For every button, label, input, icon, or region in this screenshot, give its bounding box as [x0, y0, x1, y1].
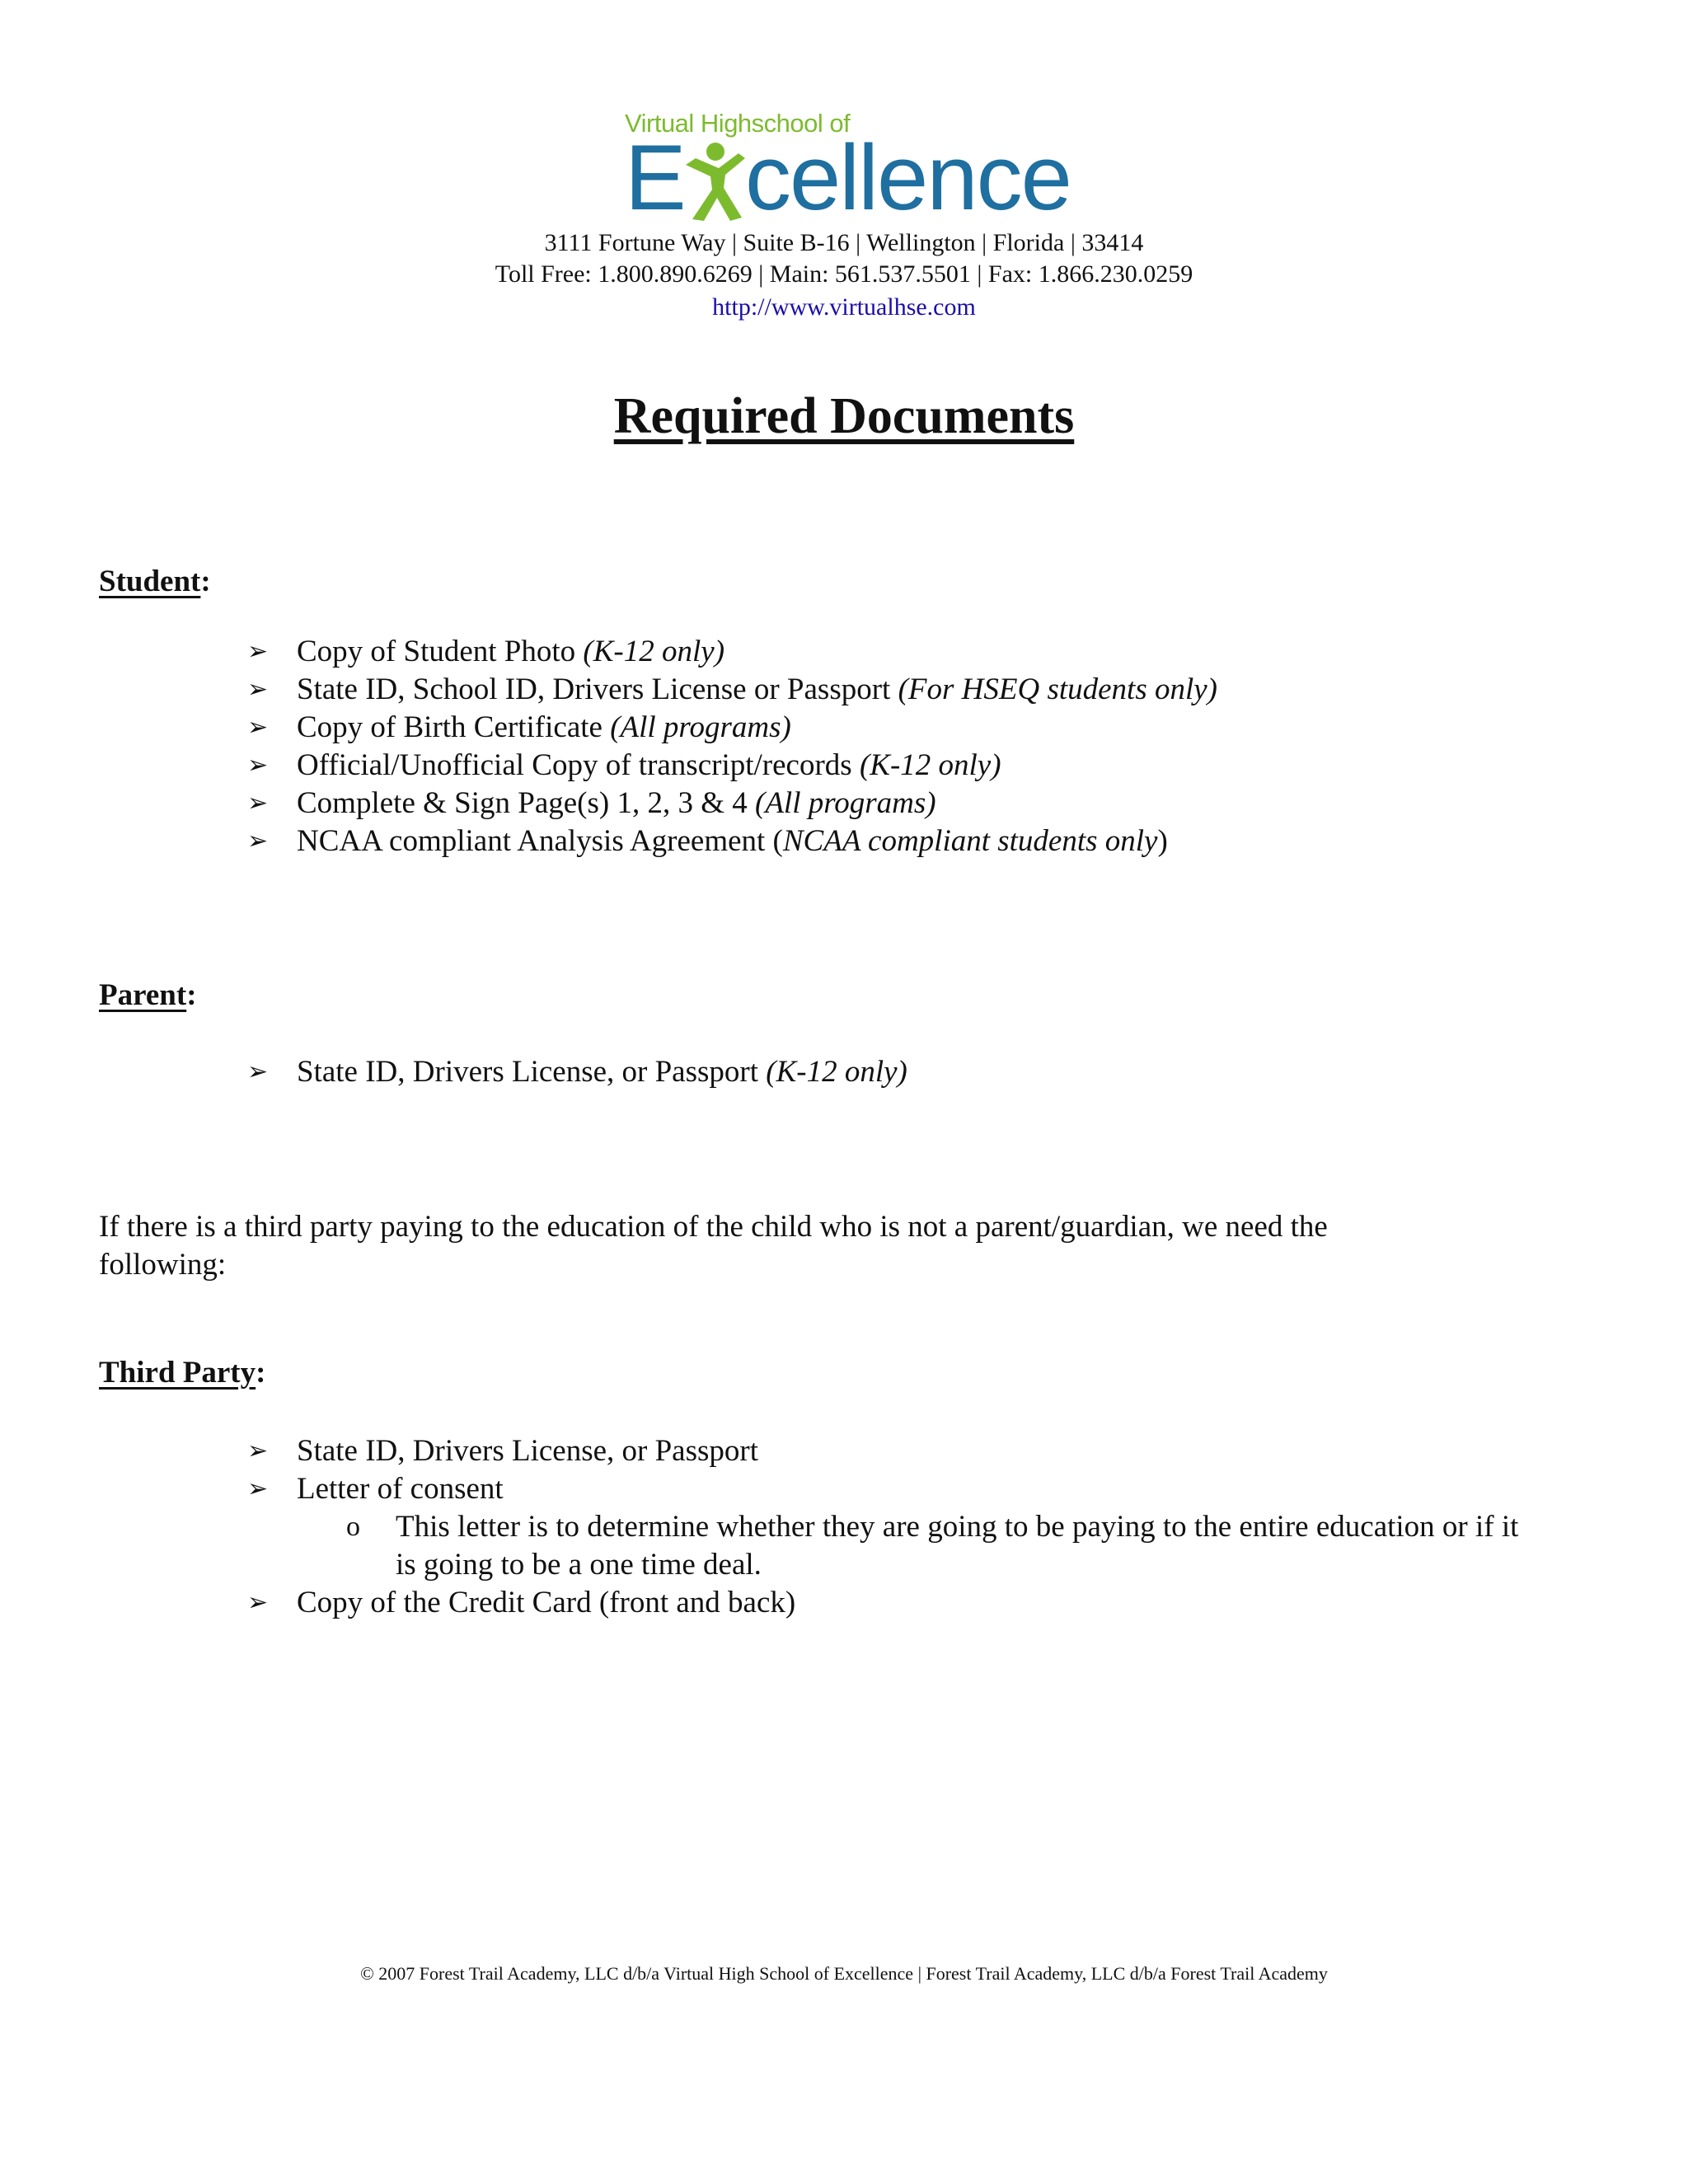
school-address: 3111 Fortune Way | Suite B-16 | Wellington | Florida | 33414 — [544, 229, 1144, 256]
arrow-bullet-icon: ➢ — [247, 1588, 269, 1617]
list-item: ➢ State ID, Drivers License, or Passport — [247, 1432, 1533, 1470]
page-footer: © 2007 Forest Trail Academy, LLC d/b/a Virtual High School of Excellence | Forest Trail Academy, LLC d/b/a Forest Trail Academy — [360, 1963, 1328, 1984]
arrow-bullet-icon: ➢ — [247, 827, 269, 855]
school-phones: Toll Free: 1.800.890.6269 | Main: 561.537.5501 | Fax: 1.866.230.0259 — [495, 260, 1193, 288]
arrow-bullet-icon: ➢ — [247, 1436, 269, 1465]
logo-tagline: Virtual Highschool of — [625, 109, 851, 138]
logo-person-icon — [679, 140, 747, 223]
third-party-heading: Third Party: — [99, 1356, 266, 1390]
list-item: ➢ Copy of Birth Certificate (All programs) — [247, 709, 1217, 747]
parent-heading: Parent: — [99, 978, 197, 1012]
list-item: ➢ State ID, School ID, Drivers License or Passport (For HSEQ students only) — [247, 671, 1217, 709]
student-heading: Student: — [99, 565, 211, 598]
logo-word-rest: cellence — [745, 126, 1071, 229]
list-item: ➢ Official/Unofficial Copy of transcript/records (K-12 only) — [247, 747, 1217, 785]
list-item: ➢ NCAA compliant Analysis Agreement (NCAA compliant students only) — [247, 823, 1217, 860]
arrow-bullet-icon: ➢ — [247, 1057, 269, 1086]
sub-list — [297, 1508, 1533, 1584]
arrow-bullet-icon: ➢ — [247, 789, 269, 818]
school-logo — [625, 109, 1071, 229]
list-item: ➢ Copy of the Credit Card (front and back) — [247, 1584, 1533, 1622]
arrow-bullet-icon: ➢ — [247, 751, 269, 780]
list-item: ➢ Complete & Sign Page(s) 1, 2, 3 & 4 (All programs) — [247, 785, 1217, 823]
third-party-document-list — [247, 1432, 1533, 1622]
arrow-bullet-icon: ➢ — [247, 675, 269, 704]
page-title: Required Documents — [613, 388, 1075, 444]
list-item: ➢ Letter of consent o This letter is to determine whether they are going to be paying to the entire education or if it is going to be a one time deal. — [247, 1470, 1533, 1584]
arrow-bullet-icon: ➢ — [247, 1474, 269, 1503]
logo-letter-e: E — [625, 126, 687, 229]
school-website-link[interactable]: http://www.virtualhse.com — [712, 293, 976, 321]
list-item: ➢ Copy of Student Photo (K-12 only) — [247, 633, 1217, 671]
list-item: ➢ State ID, Drivers License, or Passport (K-12 only) — [247, 1053, 907, 1091]
student-document-list — [247, 633, 1217, 860]
arrow-bullet-icon: ➢ — [247, 637, 269, 666]
third-party-note: If there is a third party paying to the education of the child who is not a parent/guardian, we need the following: — [99, 1210, 1328, 1282]
sub-list-item: o This letter is to determine whether they are going to be paying to the entire education or if it is going to be a one time deal. — [346, 1510, 1519, 1582]
parent-document-list — [247, 1053, 907, 1091]
arrow-bullet-icon: ➢ — [247, 713, 269, 742]
circle-bullet-icon: o — [346, 1511, 360, 1542]
